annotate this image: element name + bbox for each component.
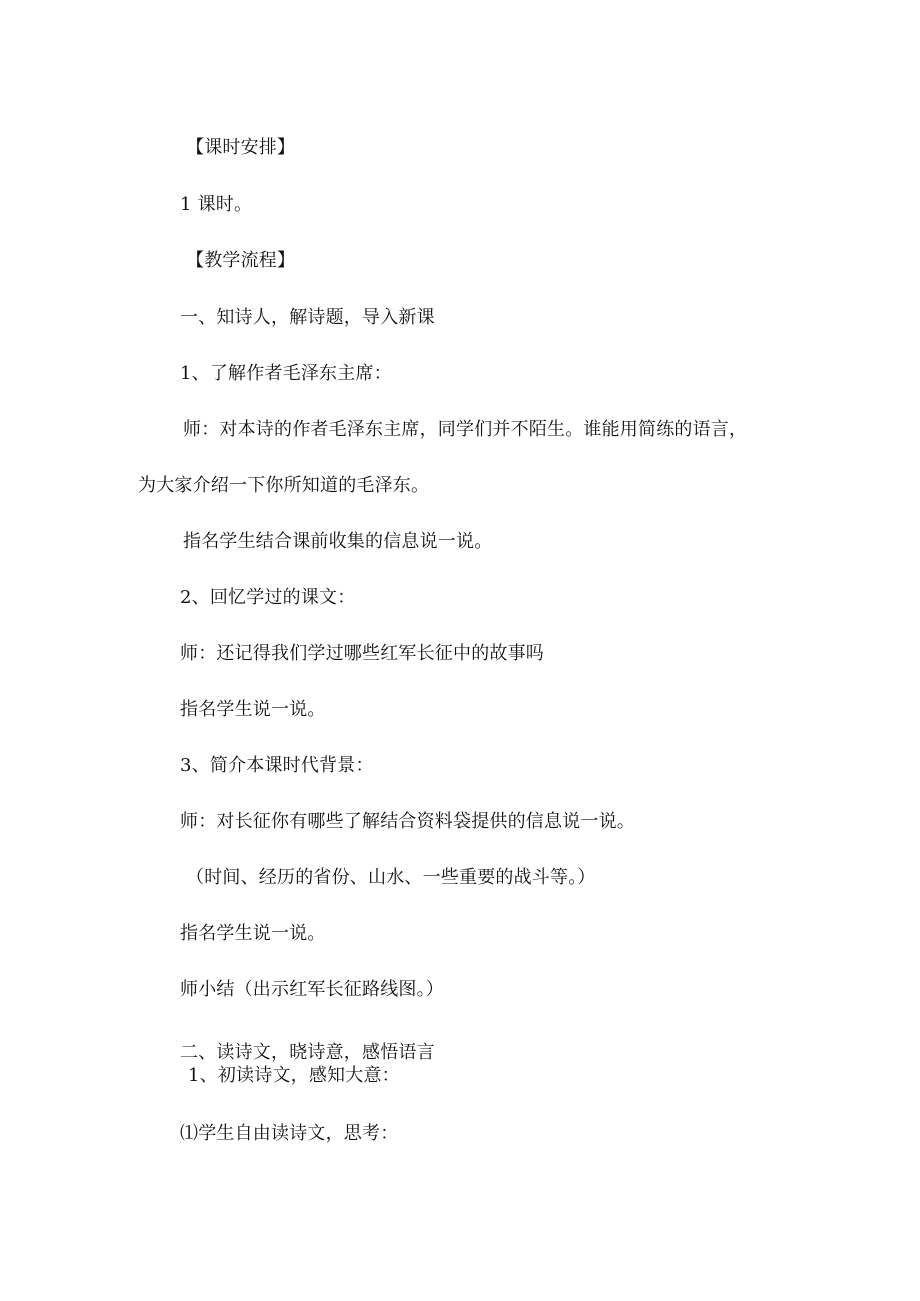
part-one-heading: 一、知诗人，解诗题，导入新课: [180, 307, 435, 328]
teacher-question-3: 师：对长征你有哪些了解结合资料袋提供的信息说一说。: [180, 811, 635, 832]
student-instruction-1: 指名学生结合课前收集的信息说一说。: [183, 531, 493, 552]
reading-step-1-item-1: ⑴学生自由读诗文，思考：: [180, 1123, 399, 1144]
teacher-question-line-2: 为大家介绍一下你所知道的毛泽东。: [138, 475, 430, 496]
step-1-heading: 1、了解作者毛泽东主席：: [180, 363, 392, 384]
background-note: （时间、经历的省份、山水、一些重要的战斗等。）: [186, 867, 596, 888]
lesson-count-text: 1 课时。: [180, 194, 253, 215]
step-2-heading: 2、回忆学过的课文：: [180, 587, 356, 608]
teacher-summary: 师小结（出示红军长征路线图。）: [180, 979, 444, 1000]
teacher-question-line-1: 师：对本诗的作者毛泽东主席，同学们并不陌生。谁能用简练的语言，: [183, 419, 748, 440]
section-heading-lesson-arrangement: 【课时安排】: [186, 137, 296, 158]
student-instruction-3: 指名学生说一说。: [180, 923, 326, 944]
part-two-heading: 二、读诗文，晓诗意，感悟语言: [180, 1042, 435, 1063]
section-heading-teaching-process: 【教学流程】: [186, 250, 296, 271]
teacher-question-2: 师：还记得我们学过哪些红军长征中的故事吗: [180, 643, 544, 664]
reading-step-1-heading: 1、初读诗文，感知大意：: [188, 1065, 400, 1086]
step-3-heading: 3、简介本课时代背景：: [180, 755, 374, 776]
student-instruction-2: 指名学生说一说。: [180, 699, 326, 720]
